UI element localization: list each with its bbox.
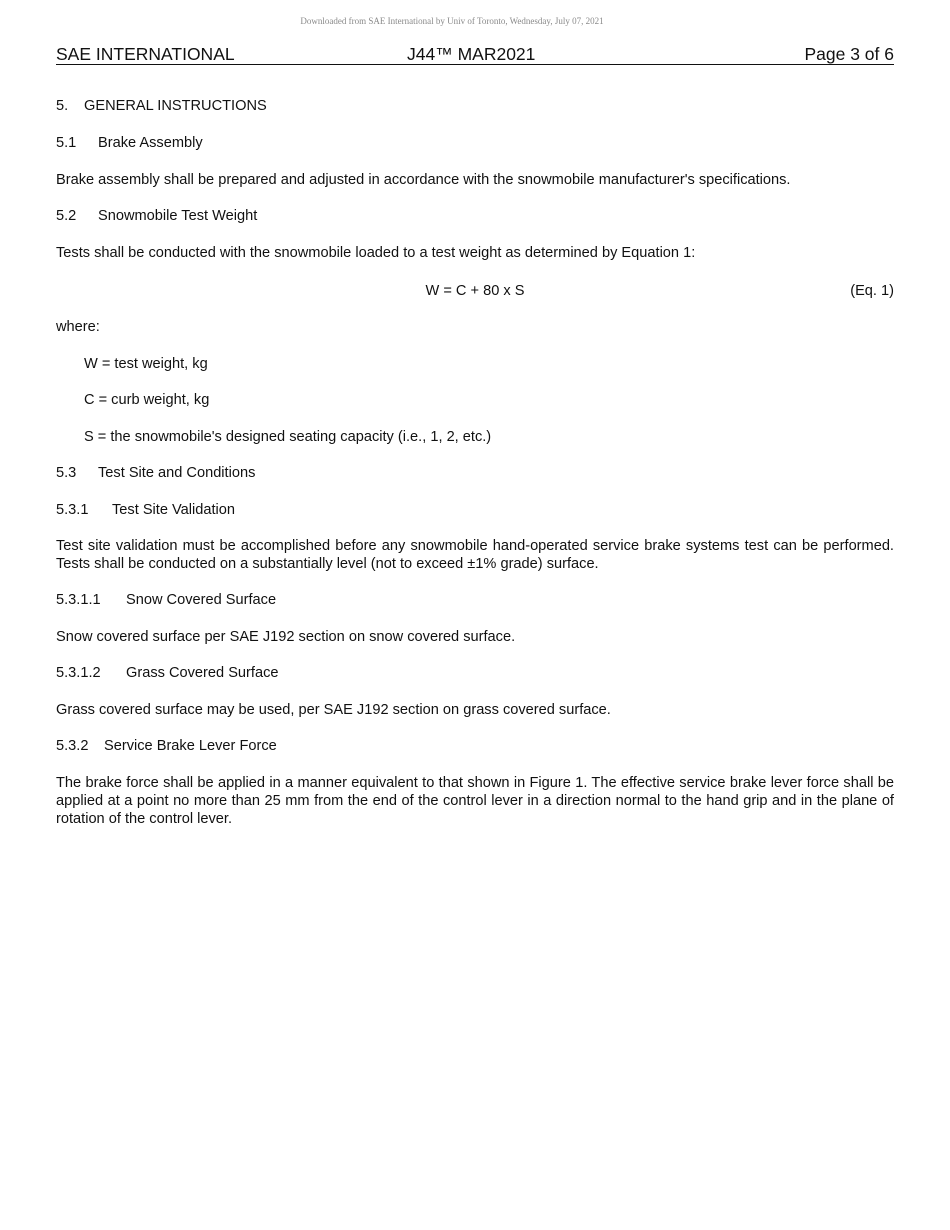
definition-s: S = the snowmobile's designed seating capacity (i.e., 1, 2, etc.) — [84, 429, 492, 445]
section-5-2-heading — [56, 207, 894, 225]
section-number: 5.1 — [56, 135, 77, 151]
definition-c: C = curb weight, kg — [84, 392, 210, 408]
equation-1 — [56, 282, 894, 300]
section-number: 5.3.1.2 — [56, 665, 101, 681]
header-doc-id: J44™ MAR2021 — [407, 44, 536, 64]
section-number: 5.3.1 — [56, 502, 89, 518]
section-title: Test Site and Conditions — [98, 465, 256, 481]
download-watermark: Downloaded from SAE International by Univ of Toronto, Wednesday, July 07, 2021 — [300, 16, 604, 26]
where-label: where: — [56, 319, 100, 335]
section-5-3-1-1-body: Snow covered surface per SAE J192 section on snow covered surface. — [56, 629, 516, 645]
section-5-3-1-heading — [56, 501, 894, 519]
section-title: Snow Covered Surface — [126, 592, 277, 608]
section-title: Snowmobile Test Weight — [98, 208, 258, 224]
section-number: 5.3.2 — [56, 738, 89, 754]
equation-text: W = C + 80 x S — [425, 283, 525, 299]
page-header — [56, 44, 894, 65]
definition-w: W = test weight, kg — [84, 356, 208, 372]
section-title: Service Brake Lever Force — [104, 738, 277, 754]
section-number: 5.3 — [56, 465, 77, 481]
section-title: GENERAL INSTRUCTIONS — [84, 98, 267, 114]
section-5-3-2-body: The brake force shall be applied in a manner equivalent to that shown in Figure 1. The effective service brake lever force shall be applied at a point no more than 25 mm from the end of the control lever in a direction normal to the hand grip and in the plane of rotation of the control lever. — [56, 775, 894, 827]
section-number: 5. — [56, 98, 69, 114]
section-5-heading — [56, 97, 894, 115]
header-org: SAE INTERNATIONAL — [56, 44, 235, 64]
section-5-3-1-body: Test site validation must be accomplished before any snowmobile hand-operated service brake systems test can be performed. Tests shall be conducted on a substantially level (not to exceed ±1% grade) surface. — [56, 538, 894, 572]
section-5-3-2-heading — [56, 737, 894, 755]
section-5-3-1-1-heading — [56, 591, 894, 609]
section-title: Grass Covered Surface — [126, 665, 279, 681]
section-5-3-1-2-heading — [56, 664, 894, 682]
section-5-3-heading — [56, 464, 894, 482]
section-5-3-1-2-body: Grass covered surface may be used, per SAE J192 section on grass covered surface. — [56, 702, 611, 718]
section-number: 5.3.1.1 — [56, 592, 101, 608]
section-title: Brake Assembly — [98, 135, 203, 151]
section-title: Test Site Validation — [112, 502, 236, 518]
section-5-1-heading — [56, 134, 894, 152]
section-5-2-body: Tests shall be conducted with the snowmobile loaded to a test weight as determined by Equation 1: — [56, 245, 696, 261]
equation-label: (Eq. 1) — [850, 283, 894, 299]
section-number: 5.2 — [56, 208, 77, 224]
header-page-number: Page 3 of 6 — [804, 44, 894, 64]
section-5-1-body: Brake assembly shall be prepared and adjusted in accordance with the snowmobile manufacturer's specifications. — [56, 172, 791, 188]
